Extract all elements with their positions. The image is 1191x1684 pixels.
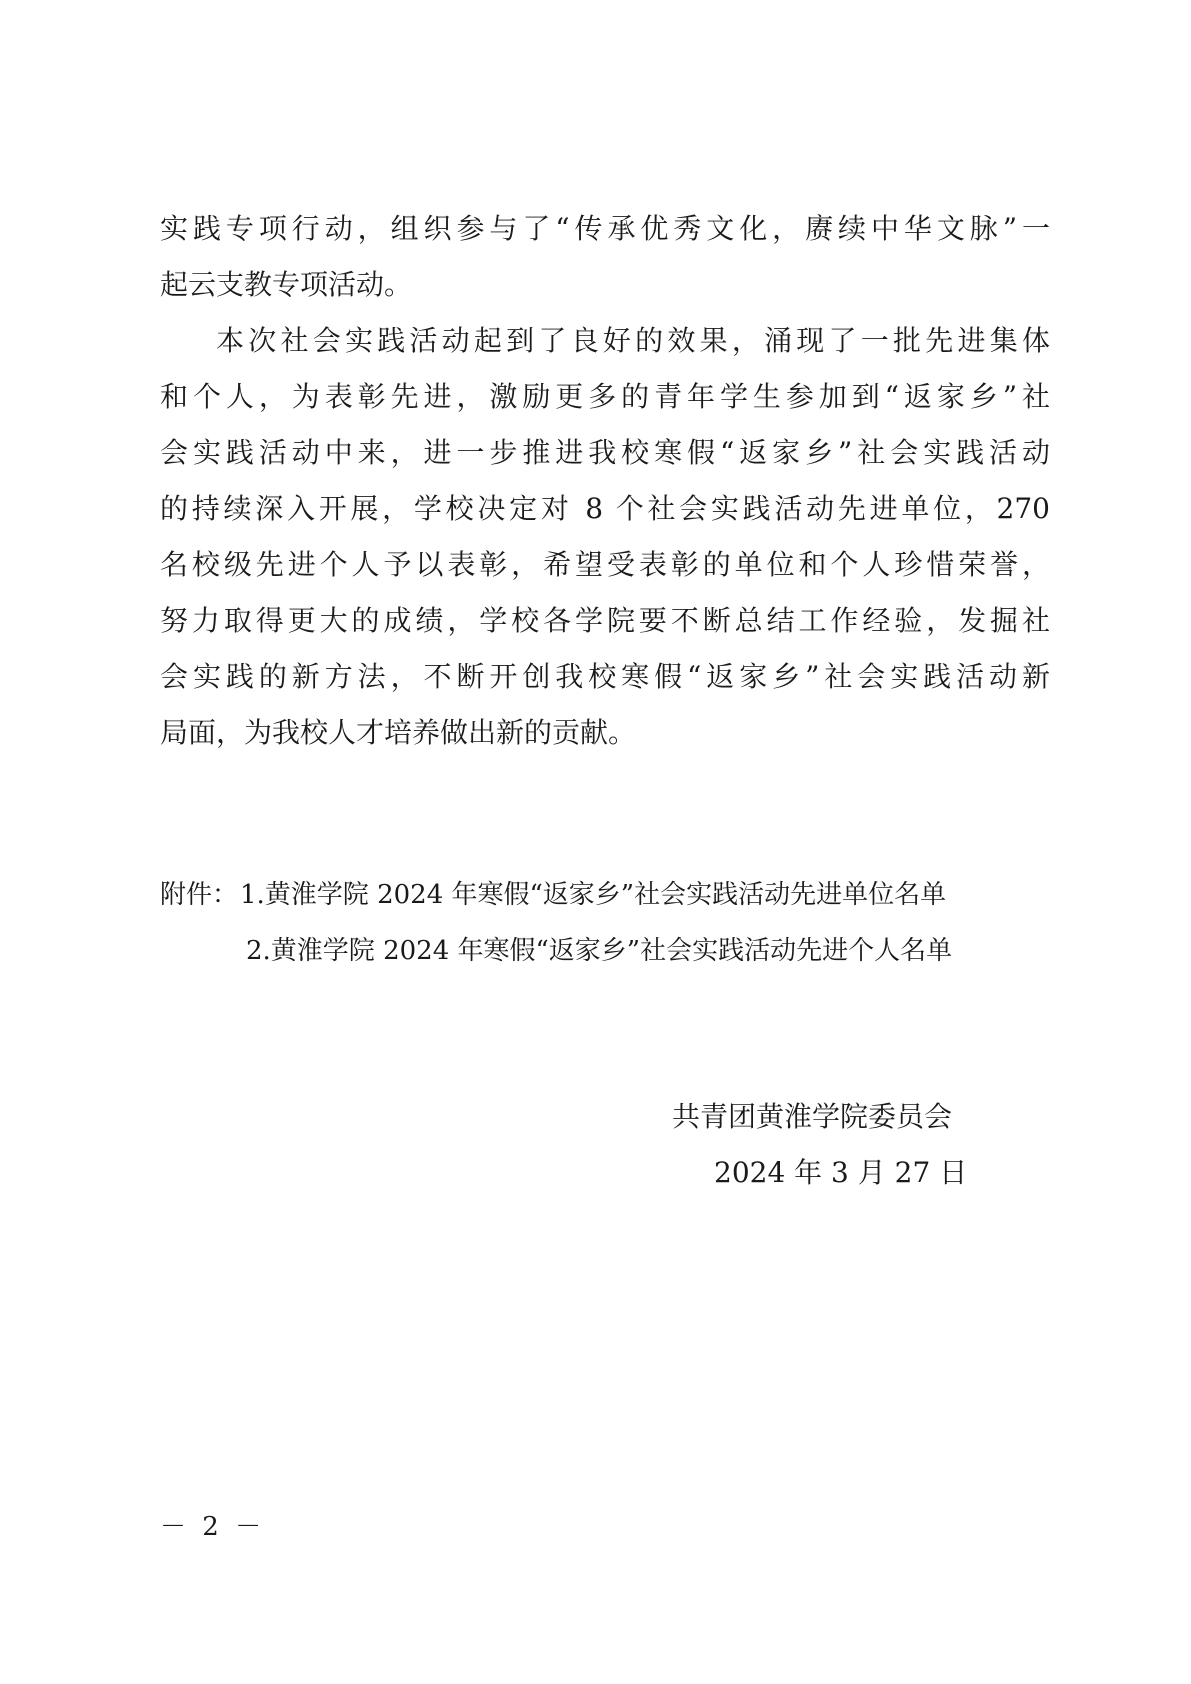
body-line: 的持续深入开展，学校决定对 8 个社会实践活动先进单位，270 [160, 492, 1050, 525]
body-line: 局面，为我校人才培养做出新的贡献。 [160, 716, 637, 749]
body-line: 名校级先进个人予以表彰，希望受表彰的单位和个人珍惜荣誉， [160, 548, 1050, 581]
body-line: 本次社会实践活动起到了良好的效果，涌现了一批先进集体 [216, 324, 1050, 357]
attachment-item: 2.黄淮学院 2024 年寒假“返家乡”社会实践活动先进个人名单 [246, 936, 953, 966]
attachment-item: 1.黄淮学院 2024 年寒假“返家乡”社会实践活动先进单位名单 [240, 880, 947, 910]
page-number: － 2 － [160, 1512, 266, 1542]
signature-organization: 共青团黄淮学院委员会 [672, 1100, 953, 1133]
attachment-label: 附件： [160, 880, 239, 910]
body-line: 起云支教专项活动。 [160, 268, 413, 301]
body-line: 实践专项行动，组织参与了“传承优秀文化，赓续中华文脉”一 [160, 212, 1050, 245]
body-line: 会实践活动中来，进一步推进我校寒假“返家乡”社会实践活动 [160, 436, 1050, 469]
body-line: 和个人，为表彰先进，激励更多的青年学生参加到“返家乡”社 [160, 380, 1050, 413]
body-line: 会实践的新方法，不断开创我校寒假“返家乡”社会实践活动新 [160, 660, 1050, 693]
body-line: 努力取得更大的成绩，学校各学院要不断总结工作经验，发掘社 [160, 604, 1050, 637]
signature-date: 2024 年 3 月 27 日 [714, 1156, 968, 1189]
